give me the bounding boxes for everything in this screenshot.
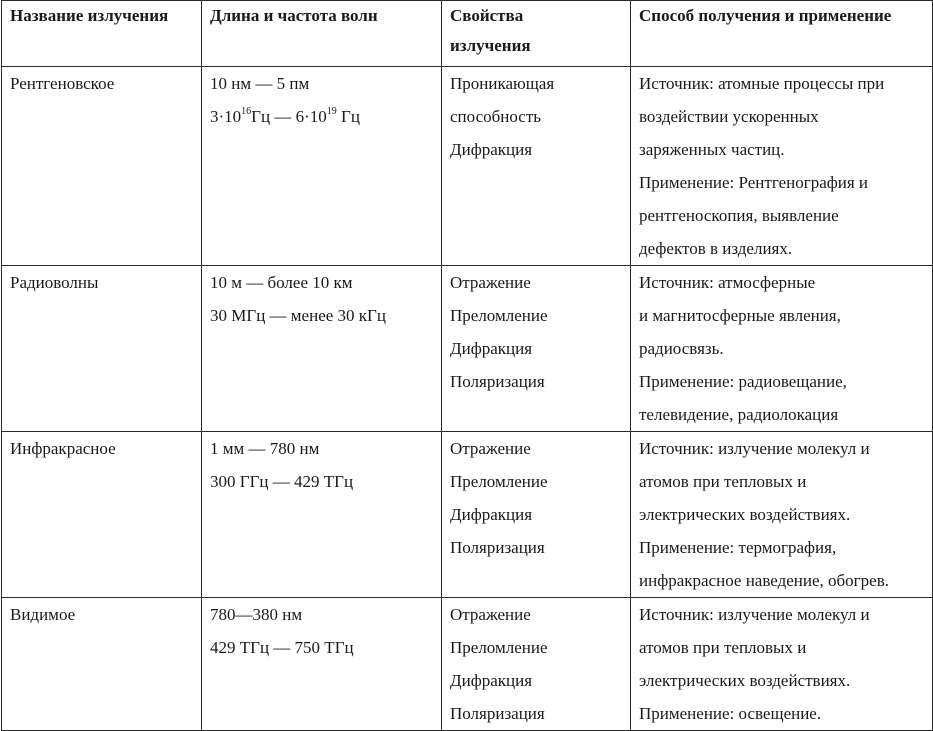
usage-line: атомов при тепловых и (639, 638, 807, 657)
usage-line: Источник: атмосферные (639, 273, 816, 292)
row-wave (202, 67, 442, 266)
wavelength: 10 м — более 10 км (210, 273, 353, 292)
usage-line: воздействии ускоренных (639, 107, 819, 126)
prop-item: Дифракция (450, 140, 533, 159)
row-props (442, 598, 631, 731)
usage-line: телевидение, радиолокация (639, 405, 839, 424)
usage-line: Применение: радиовещание, (639, 372, 847, 391)
usage-line: Источник: атомные процессы при (639, 74, 885, 93)
usage-line: Применение: Рентгенография и (639, 173, 869, 192)
row-usage (631, 598, 933, 731)
prop-item: Дифракция (450, 671, 533, 690)
freq-b-unit: Гц (336, 107, 360, 126)
usage-line: Применение: термография, (639, 538, 837, 557)
prop-item: Дифракция (450, 505, 533, 524)
freq-a-exp: 16 (241, 106, 252, 118)
prop-item: способность (450, 107, 542, 126)
row-props (442, 432, 631, 598)
row-name: Видимое (2, 598, 202, 731)
header-wave: Длина и частота волн (202, 1, 442, 67)
radiation-table (1, 0, 933, 731)
prop-item: Преломление (450, 306, 548, 325)
table-row (2, 598, 933, 731)
header-props-line1: Свойства (450, 6, 524, 25)
header-props-line2: излучения (450, 36, 531, 55)
row-name: Рентгеновское (2, 67, 202, 266)
row-name: Радиоволны (2, 266, 202, 432)
frequency: 300 ГГц — 429 ТГц (210, 472, 354, 491)
prop-item: Отражение (450, 273, 531, 292)
prop-item: Отражение (450, 439, 531, 458)
row-wave (202, 266, 442, 432)
usage-line: и магнитосферные явления, (639, 306, 841, 325)
freq-a-unit: Гц — 6·10 (251, 107, 327, 126)
usage-line: рентгеноскопия, выявление (639, 206, 839, 225)
wavelength: 1 мм — 780 нм (210, 439, 320, 458)
prop-item: Преломление (450, 472, 548, 491)
usage-line: электрических воздействиях. (639, 505, 851, 524)
frequency (210, 100, 441, 133)
prop-item: Проникающая (450, 74, 555, 93)
table-row (2, 266, 933, 432)
header-name: Название излучения (2, 1, 202, 67)
row-usage (631, 67, 933, 266)
row-props (442, 266, 631, 432)
row-usage (631, 266, 933, 432)
prop-item: Поляризация (450, 372, 545, 391)
table-row (2, 67, 933, 266)
row-name: Инфракрасное (2, 432, 202, 598)
usage-line: дефектов в изделиях. (639, 239, 793, 258)
freq-a: 3·10 (210, 107, 242, 126)
prop-item: Дифракция (450, 339, 533, 358)
usage-line: Применение: освещение. (639, 704, 822, 723)
usage-line: Источник: излучение молекул и (639, 605, 870, 624)
row-wave (202, 432, 442, 598)
wavelength: 780—380 нм (210, 605, 303, 624)
row-usage (631, 432, 933, 598)
prop-item: Поляризация (450, 704, 545, 723)
freq-b-exp: 19 (326, 106, 337, 118)
row-wave (202, 598, 442, 731)
header-row (2, 1, 933, 67)
usage-line: электрических воздействиях. (639, 671, 851, 690)
table-row (2, 432, 933, 598)
usage-line: радиосвязь. (639, 339, 724, 358)
header-usage: Способ получения и применение (631, 1, 933, 67)
wavelength: 10 нм — 5 пм (210, 74, 310, 93)
prop-item: Отражение (450, 605, 531, 624)
usage-line: инфракрасное наведение, обогрев. (639, 571, 889, 590)
frequency: 30 МГц — менее 30 кГц (210, 306, 386, 325)
usage-line: атомов при тепловых и (639, 472, 807, 491)
prop-item: Поляризация (450, 538, 545, 557)
row-props (442, 67, 631, 266)
usage-line: заряженных частиц. (639, 140, 785, 159)
header-props (442, 1, 631, 67)
usage-line: Источник: излучение молекул и (639, 439, 870, 458)
prop-item: Преломление (450, 638, 548, 657)
frequency: 429 ТГц — 750 ТГц (210, 638, 354, 657)
